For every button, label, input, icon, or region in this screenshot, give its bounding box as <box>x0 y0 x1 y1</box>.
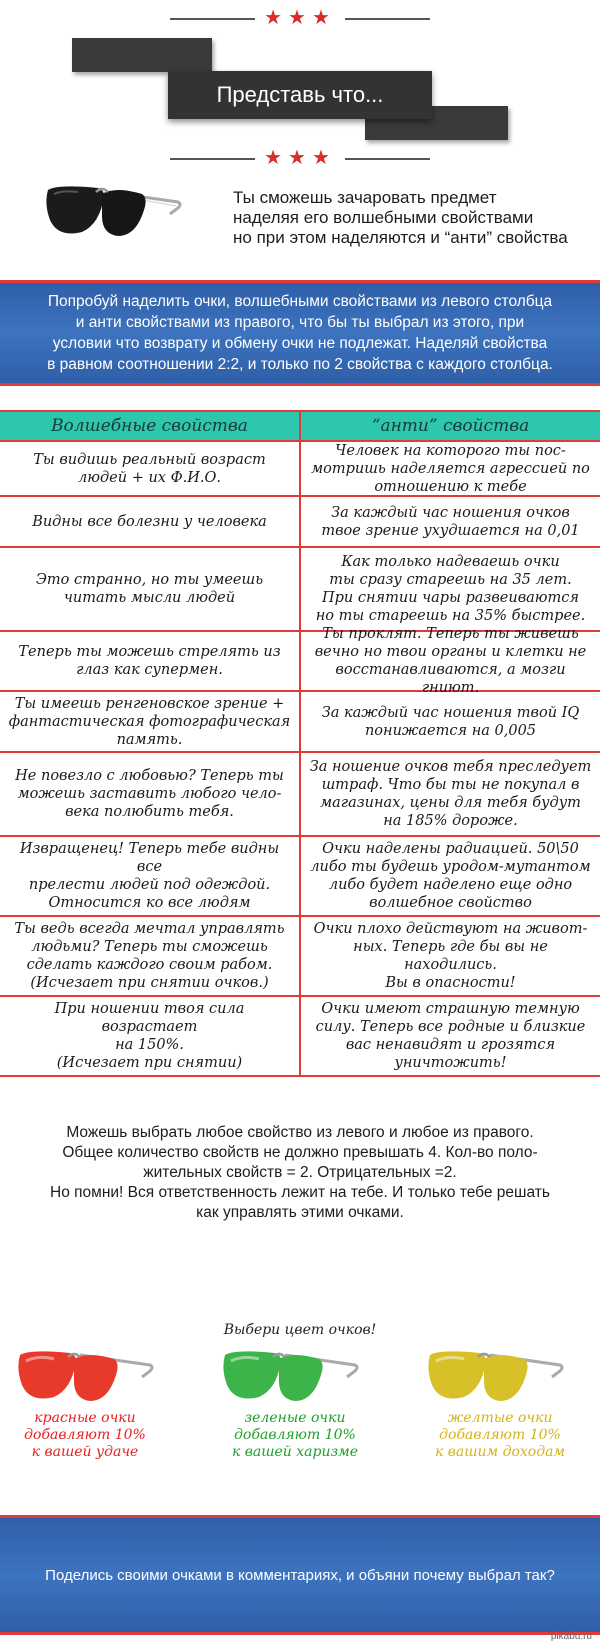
outro-line: Можешь выбрать любое свойство из левого и любое из правого. <box>66 1124 534 1141</box>
table-row <box>0 548 600 632</box>
stars-top: ★★★ <box>264 7 336 29</box>
magic-property-cell <box>0 692 301 751</box>
cell-line: Это странно, но ты умеешь <box>35 572 264 588</box>
cell-line: За каждый час ношения очков <box>331 504 570 521</box>
cell-line: сделать каждого своим рабом. <box>26 957 273 973</box>
cell-line: (Исчезает при снятии) <box>56 1055 243 1071</box>
colored-sunglasses-icon <box>420 1345 570 1415</box>
cell-line: читать мысли людей <box>63 590 236 606</box>
column-header-anti: “анти” свойства <box>371 416 530 436</box>
cell-line: глаз как супермен. <box>76 662 223 678</box>
watermark: pikabu.ru <box>550 1631 592 1642</box>
anti-property-cell <box>301 917 600 995</box>
magic-property-cell <box>0 442 301 495</box>
cell-line: восстанавливаются, а мозги гниют. <box>335 662 566 696</box>
instructions-line: Попробуй наделить очки, волшебными свойствами из левого столбца <box>47 293 553 310</box>
cell-line: века полюбить тебя. <box>65 804 234 820</box>
glasses-caption <box>415 1410 585 1461</box>
instructions-line: и анти свойствами из правого, что бы ты выбрал из этого, при <box>75 314 525 331</box>
cell-line: понижается на 0,005 <box>364 722 537 739</box>
cell-line: За каждый час ношения твой IQ <box>321 704 580 721</box>
caption-line: к вашим доходам <box>434 1444 566 1460</box>
caption-line: красные очки <box>34 1410 136 1426</box>
table-row <box>0 753 600 837</box>
table-row <box>0 997 600 1077</box>
cell-line: Как только надеваешь очки <box>341 554 560 570</box>
colored-sunglasses-icon <box>215 1345 365 1415</box>
instructions-line: в равном соотношении 2:2, и только по 2 свойства с каждого столбца. <box>47 356 553 373</box>
cell-line: Не повезло с любовью? Теперь ты <box>15 768 284 784</box>
cell-line: При снятии чары развеиваются <box>321 590 580 606</box>
page-title: Представь что... <box>168 71 432 119</box>
anti-property-cell <box>301 997 600 1075</box>
sunglasses-icon <box>38 180 188 250</box>
intro-line: Ты сможешь зачаровать предмет <box>233 188 497 207</box>
cell-line: вас ненавидят и грозятся <box>345 1037 556 1053</box>
anti-property-cell <box>301 692 600 751</box>
cell-line: магазинах, цены для тебя будут <box>320 795 581 811</box>
magic-property-cell <box>0 548 301 630</box>
cell-line: уничтожить! <box>394 1055 507 1071</box>
cell-line: Ты проклят. Теперь ты живешь <box>322 626 579 642</box>
anti-property-cell <box>301 442 600 495</box>
anti-property-cell <box>301 837 600 915</box>
glasses-caption <box>210 1410 380 1461</box>
cell-line: ных. Теперь где бы вы не находились. <box>353 939 548 973</box>
cell-line: можешь заставить любого чело- <box>17 786 282 802</box>
cell-line: людей + их Ф.И.О. <box>77 469 221 486</box>
cell-line: фантастическая фотографическая <box>8 713 291 730</box>
table-row <box>0 917 600 997</box>
cell-line: Ты имеешь ренгеновское зрение + <box>14 695 285 712</box>
anti-property-cell <box>301 753 600 835</box>
cell-line: (Исчезает при снятии очков.) <box>30 975 269 991</box>
cell-line: При ношении твоя сила возрастает <box>54 1001 245 1035</box>
cell-line: твое зрение ухудшается на 0,01 <box>321 522 580 539</box>
outro-text <box>20 1123 580 1223</box>
magic-property-cell <box>0 997 301 1075</box>
cell-line: силу. Теперь все родные и близкие <box>315 1019 586 1035</box>
cell-line: отношению к тебе <box>374 478 527 495</box>
magic-property-cell <box>0 753 301 835</box>
instructions-box <box>0 280 600 386</box>
outro-line: как управлять этими очками. <box>196 1204 404 1221</box>
intro-line: но при этом наделяются и “анти” свойства <box>233 228 568 247</box>
caption-line: желтые очки <box>447 1410 553 1426</box>
footer-box <box>0 1515 600 1635</box>
cell-line: Относится ко все людям <box>48 895 251 911</box>
caption-line: добавляют 10% <box>234 1427 356 1443</box>
anti-property-cell <box>301 626 600 696</box>
choose-color-title: Выбери цвет очков! <box>223 1322 377 1338</box>
cell-line: людьми? Теперь ты сможешь <box>31 939 268 955</box>
cell-line: на 185% дороже. <box>383 813 518 829</box>
cell-line: Ты ведь всегда мечтал управлять <box>14 921 285 937</box>
magic-property-cell <box>0 632 301 690</box>
cell-line: Очки плохо действуют на живот- <box>313 921 588 937</box>
cell-line: прелести людей под одеждой. <box>28 877 271 893</box>
cell-line: За ношение очков тебя преследует <box>309 759 592 775</box>
outro-line: жительных свойств = 2. Отрицательных =2. <box>143 1164 457 1181</box>
cell-line: мотришь наделяется агрессией по <box>311 460 590 477</box>
table-row <box>0 626 600 696</box>
magic-property-cell <box>0 497 301 546</box>
cell-line: Очки наделены радиацией. 50\50 <box>322 841 579 857</box>
glasses-caption <box>0 1410 170 1461</box>
caption-line: к вашей харизме <box>231 1444 359 1460</box>
intro-text <box>233 188 593 248</box>
cell-line: Извращенец! Теперь тебе видны все <box>19 841 280 875</box>
table-row <box>0 692 600 753</box>
table-row <box>0 837 600 917</box>
outro-line: Но помни! Вся ответственность лежит на тебе. И только тебе решать <box>50 1184 550 1201</box>
cell-line: Очки имеют страшную темную <box>321 1001 580 1017</box>
caption-line: к вашей удаче <box>31 1444 139 1460</box>
column-header-magic: Волшебные свойства <box>0 412 301 440</box>
instructions-line: условии что возврату и обмену очки не подлежат. Наделяй свойства <box>52 335 548 352</box>
colored-sunglasses-icon <box>10 1345 160 1415</box>
outro-line: Общее количество свойств не должно превышать 4. Кол-во поло- <box>62 1144 538 1161</box>
cell-line: либо будет наделено еще одно <box>328 877 573 893</box>
cell-line: Видны все болезни у человека <box>32 513 267 530</box>
intro-line: наделяя его волшебными свойствами <box>233 208 534 227</box>
caption-line: зеленые очки <box>244 1410 346 1426</box>
cell-line: ты сразу стареешь на 35 лет. <box>329 572 572 588</box>
anti-property-cell <box>301 497 600 546</box>
footer-text: Поделись своими очками в комментариях, и объяни почему выбрал так? <box>45 1566 555 1584</box>
cell-line: Человек на которого ты пос- <box>335 442 566 459</box>
anti-property-cell <box>301 548 600 630</box>
magic-property-cell <box>0 917 301 995</box>
table-row <box>0 442 600 497</box>
magic-property-cell <box>0 837 301 915</box>
cell-line: Ты видишь реальный возраст <box>33 451 266 468</box>
cell-line: волшебное свойство <box>369 895 532 911</box>
cell-line: Теперь ты можешь стрелять из <box>18 644 281 660</box>
cell-line: вечно но твои органы и клетки не <box>314 644 587 660</box>
table-header <box>0 410 600 442</box>
cell-line: либо ты будешь уродом-мутантом <box>310 859 591 875</box>
ribbon-left <box>72 38 212 72</box>
cell-line: штраф. Что бы ты не покупал в <box>321 777 580 793</box>
caption-line: добавляют 10% <box>24 1427 146 1443</box>
properties-table <box>0 410 600 1077</box>
caption-line: добавляют 10% <box>439 1427 561 1443</box>
stars-bottom: ★★★ <box>264 147 336 169</box>
cell-line: но ты стареешь на 35% быстрее. <box>315 608 586 624</box>
table-row <box>0 497 600 548</box>
cell-line: память. <box>116 731 183 748</box>
cell-line: на 150%. <box>115 1037 184 1053</box>
cell-line: Вы в опасности! <box>385 975 516 991</box>
